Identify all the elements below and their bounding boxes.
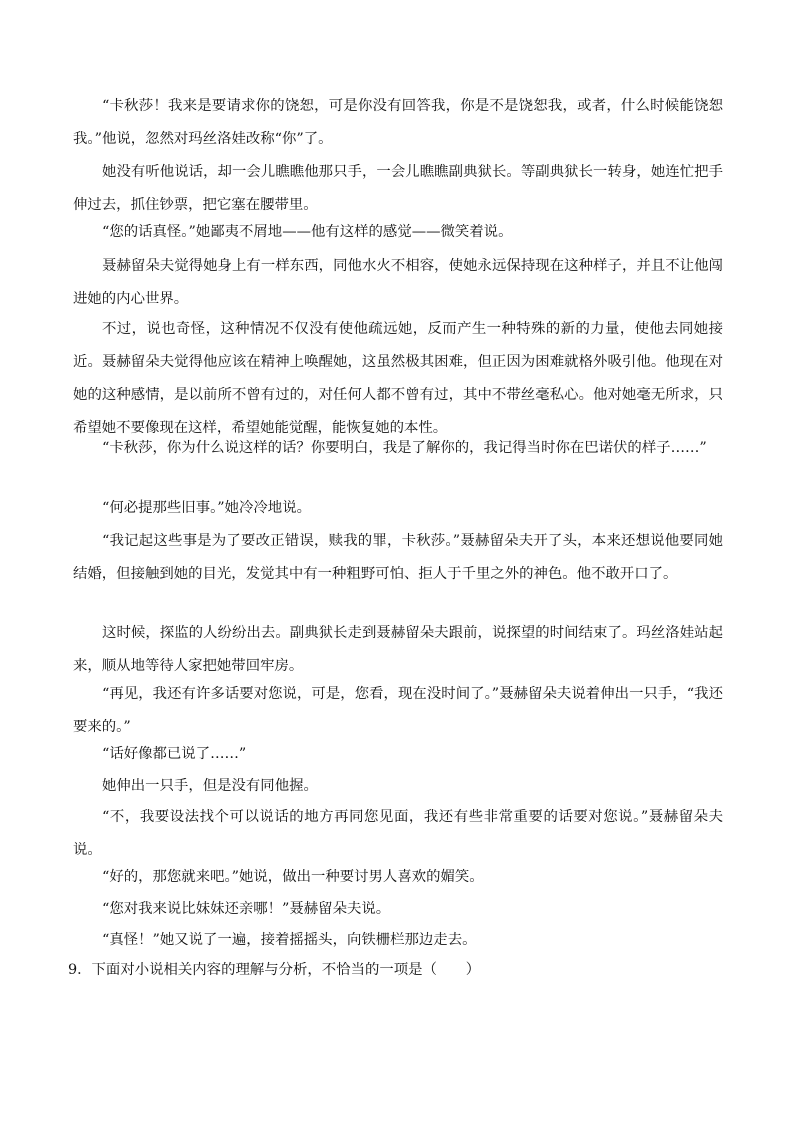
paragraph-8: “我记起这些事是为了要改正错误，赎我的罪，卡秋莎。”聂赫留朵夫开了头，本来还想说他要同她结婚，但接触到她的目光，发觉其中有一种粗野可怕、拒人于千里之外的神色。他不敢开口了。 — [73, 533, 723, 582]
paragraph-1: “卡秋莎！我来是要请求你的饶恕，可是你没有回答我，你是不是饶恕我，或者，什么时候能饶恕我。”他说，忽然对玛丝洛娃改称“你”了。 — [73, 98, 723, 147]
paragraph-15: “您对我来说比妹妹还亲哪！”聂赫留朵夫说。 — [102, 901, 391, 917]
paragraph-10: “再见，我还有许多话要对您说，可是，您看，现在没时间了。”聂赫留朵夫说着伸出一只手，“我还要来的。” — [73, 686, 723, 735]
paragraph-7: “何必提那些旧事。”她冷冷地说。 — [102, 500, 311, 516]
paragraph-14: “好的，那您就来吧。”她说，做出一种要讨男人喜欢的媚笑。 — [102, 869, 484, 885]
paragraph-16: “真怪！”她又说了一遍，接着摇摇头，向铁栅栏那边走去。 — [102, 932, 477, 948]
paragraph-5: 不过，说也奇怪，这种情况不仅没有使他疏远她，反而产生一种特殊的新的力量，使他去同她接近。聂赫留朵夫觉得他应该在精神上唤醒她，这虽然极其困难，但正因为困难就格外吸引他。他现在对她的这种感情，是以前所不曾有过的，对任何人都不曾有过，其中不带丝毫私心。他对她毫无所求，只希望她不要像现在这样，希望她能觉醒，能恢复她的本性。 — [73, 321, 723, 436]
paragraph-2: 她没有听他说话，却一会儿瞧瞧他那只手，一会儿瞧瞧副典狱长。等副典狱长一转身，她连忙把手伸过去，抓住钞票，把它塞在腰带里。 — [73, 164, 723, 213]
paragraph-11: “话好像都已说了……” — [102, 746, 247, 762]
paragraph-12: 她伸出一只手，但是没有同他握。 — [102, 778, 318, 794]
paragraph-4: 聂赫留朵夫觉得她身上有一样东西，同他水火不相容，使她永远保持现在这种样子，并且不让他闯进她的内心世界。 — [73, 258, 723, 307]
paragraph-3: “您的话真怪。”她鄙夷不屑地——他有这样的感觉——微笑着说。 — [102, 224, 513, 240]
paragraph-6: “卡秋莎，你为什么说这样的话？你要明白，我是了解你的，我记得当时你在巴诺伏的样子……” — [102, 440, 707, 456]
paragraph-9: 这时候，探监的人纷纷出去。副典狱长走到聂赫留朵夫跟前，说探望的时间结束了。玛丝洛娃站起来，顺从地等待人家把她带回牢房。 — [73, 625, 723, 674]
paragraph-13: “不，我要设法找个可以说话的地方再同您见面，我还有些非常重要的话要对您说。”聂赫留朵夫说。 — [73, 809, 723, 858]
question-9: 9．下面对小说相关内容的理解与分析，不恰当的一项是（ ） — [68, 962, 481, 978]
